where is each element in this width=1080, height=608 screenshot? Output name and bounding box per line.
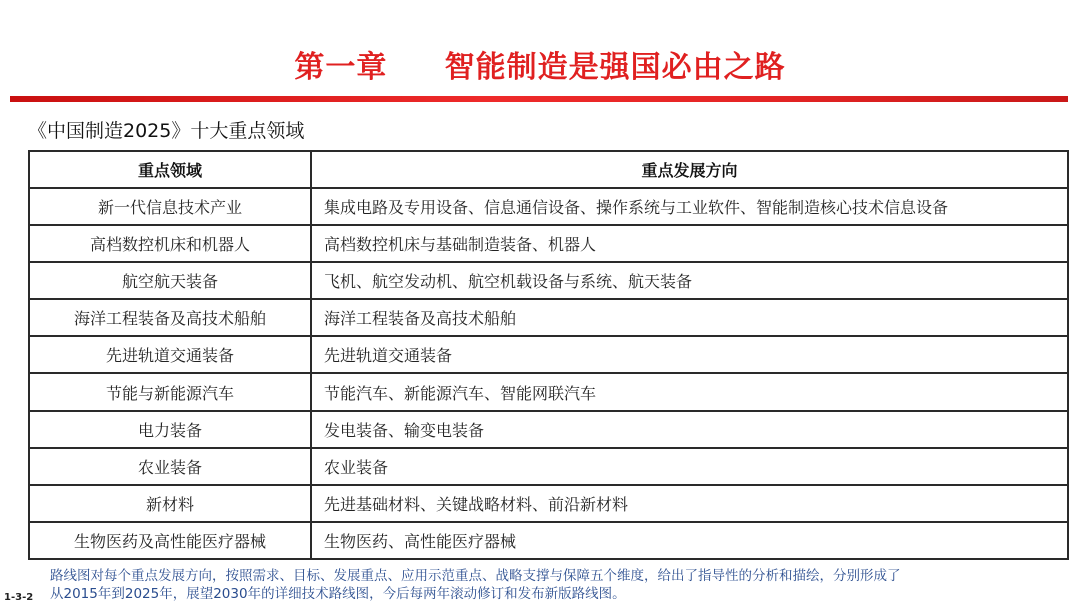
table-row — [29, 411, 1068, 448]
table-row — [29, 262, 1068, 299]
area-cell: 高档数控机床和机器人 — [29, 225, 311, 262]
page-number: 1-3-2 — [4, 592, 34, 603]
direction-cell: 先进基础材料、关键战略材料、前沿新材料 — [311, 485, 1068, 522]
table-row — [29, 485, 1068, 522]
table-row — [29, 188, 1068, 225]
direction-cell: 集成电路及专用设备、信息通信设备、操作系统与工业软件、智能制造核心技术信息设备 — [311, 188, 1068, 225]
area-cell: 航空航天装备 — [29, 262, 311, 299]
direction-cell: 高档数控机床与基础制造装备、机器人 — [311, 225, 1068, 262]
table-header-row — [29, 151, 1068, 188]
header-key-direction: 重点发展方向 — [311, 151, 1068, 188]
section-subtitle: 《中国制造2025》十大重点领域 — [28, 120, 305, 142]
direction-cell: 农业装备 — [311, 448, 1068, 485]
area-cell: 新材料 — [29, 485, 311, 522]
area-cell: 电力装备 — [29, 411, 311, 448]
area-cell: 农业装备 — [29, 448, 311, 485]
footnote-line-2: 从2015年到2025年，展望2030年的详细技术路线图，今后每两年滚动修订和发布新版路线图。 — [50, 586, 626, 602]
table-row — [29, 522, 1068, 559]
title-underline-rule — [10, 96, 1068, 102]
header-key-area: 重点领域 — [29, 151, 311, 188]
footnote-line-1: 路线图对每个重点发展方向，按照需求、目标、发展重点、应用示范重点、战略支撑与保障五个维度，给出了指导性的分析和描绘，分别形成了 — [50, 568, 901, 584]
table-row — [29, 336, 1068, 373]
area-cell: 先进轨道交通装备 — [29, 336, 311, 373]
direction-cell: 生物医药、高性能医疗器械 — [311, 522, 1068, 559]
direction-cell: 发电装备、输变电装备 — [311, 411, 1068, 448]
table-row — [29, 299, 1068, 336]
direction-cell: 节能汽车、新能源汽车、智能网联汽车 — [311, 373, 1068, 410]
direction-cell: 先进轨道交通装备 — [311, 336, 1068, 373]
roadmap-footnote — [50, 567, 1075, 603]
table-row — [29, 225, 1068, 262]
key-areas-table — [28, 150, 1069, 560]
direction-cell: 海洋工程装备及高技术船舶 — [311, 299, 1068, 336]
chapter-title: 第一章 智能制造是强国必由之路 — [294, 50, 786, 85]
area-cell: 新一代信息技术产业 — [29, 188, 311, 225]
area-cell: 海洋工程装备及高技术船舶 — [29, 299, 311, 336]
area-cell: 节能与新能源汽车 — [29, 373, 311, 410]
area-cell: 生物医药及高性能医疗器械 — [29, 522, 311, 559]
table-row — [29, 448, 1068, 485]
table-row — [29, 373, 1068, 410]
direction-cell: 飞机、航空发动机、航空机载设备与系统、航天装备 — [311, 262, 1068, 299]
